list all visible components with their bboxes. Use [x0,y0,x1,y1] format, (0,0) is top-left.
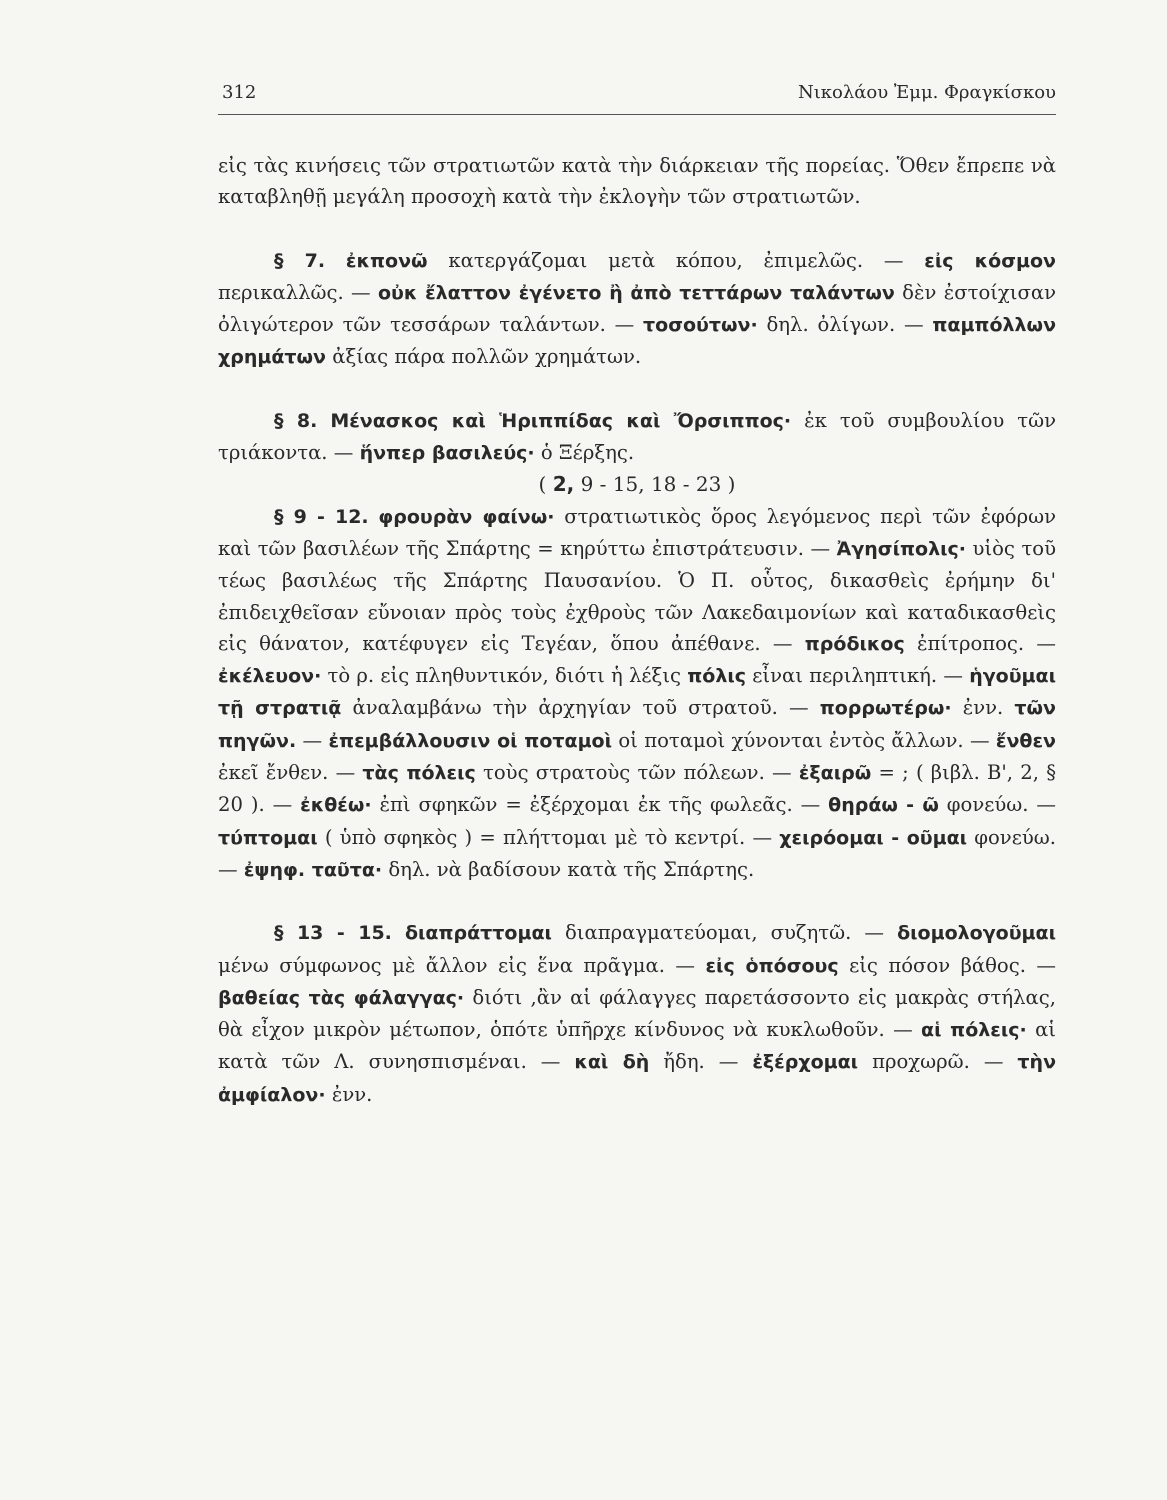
lemma: διομολογοῦμαι [897,922,1056,945]
gloss: ἀναλαμβάνω τὴν ἀρχηγίαν τοῦ στρατοῦ. — [341,696,820,720]
lemma: ἥνπερ βασιλεύς· [359,442,535,465]
heading-book: 2, [552,472,575,497]
lemma: αἱ πόλεις· [921,1019,1027,1042]
gloss: ἐνν. [951,696,1015,720]
gloss: υἱὸς τοῦ τέως βασιλέως τῆς Σπάρτης Παυσανίου. Ὁ Π. οὗτος, δικασθεὶς ἐρήμην δι' ἐπιδειχθεῖσαν εὔνοιαν πρὸς τοὺς ἐχθροὺς τῶν Λακεδαιμονίων καὶ καταδικασθεὶς εἰς θάνατον, κατέφυγεν εἰς Τεγέαν, ὅπου ἀπέθανε. — [218,536,1056,655]
gloss: τοὺς στρατοὺς τῶν πόλεων. — [475,761,799,785]
gloss: ἐπίτροπος. — [904,631,1057,655]
gloss: αἱ κατὰ τῶν Λ. συνησπισμέναι. — [218,1018,1056,1074]
running-head-author: Νικολάου Ἐμμ. Φραγκίσκου [797,82,1056,103]
heading-open: ( [538,472,553,497]
lemma: Μένασκος καὶ Ἡριππίδας καὶ Ὄρσιππος· [330,409,792,432]
gloss: εἶναι περιληπτική. — [746,664,970,688]
commentary-text [218,150,1056,1111]
gloss: εἰς πόσον βάθος. — [838,953,1056,977]
lemma: ἐξαιρῶ [798,762,872,785]
gloss: τὸ ρ. εἰς πληθυντικόν, διότι ἡ λέξις [321,664,688,688]
gloss: μένω σύμφωνος μὲ ἄλλον εἰς ἕνα πρᾶγμα. — [218,953,706,977]
gloss: κατεργάζομαι μετὰ κόπου, ἐπιμελῶς. — [427,248,925,272]
page-number: 312 [222,82,257,103]
lemma: ἐξέρχομαι [752,1051,859,1074]
running-header [218,80,1056,115]
section-heading [218,469,1056,500]
gloss: διαπραγματεύομαι, συζητῶ. — [551,921,898,945]
gloss: ( ὑπὸ σφηκὸς ) = πλήττομαι μὲ τὸ κεντρί. — [317,825,780,849]
section-mark: § 13 - 15. [274,922,392,945]
paragraph-continuation: εἰς τὰς κινήσεις τῶν στρατιωτῶν κατὰ τὴν διάρκειαν τῆς πορείας. Ὅθεν ἔπρεπε νὰ καταβληθῇ μεγάλη προσοχὴ κατὰ τὴν ἐκλογὴν τῶν στρατιωτῶν. [218,154,1056,209]
lemma: εἰς ὁπόσους [705,954,839,977]
gloss: διότι ,ἂν αἱ φάλαγγες παρετάσσοντο εἰς μακρὰς στήλας, θὰ εἶχον μικρὸν μέτωπον, ὁπότε ὑπῆρχε κίνδυνος νὰ κυκλωθοῦν. — [218,985,1056,1042]
gloss: = ; ( βιβλ. Β', 2, § 20 ). — [218,761,1056,817]
gloss: φονεύω. — [218,825,1056,881]
paragraph-section-7 [218,245,1056,374]
gloss: δηλ. νὰ βαδίσουν κατὰ τῆς Σπάρτης. [382,857,755,881]
section-mark: § 8. [274,409,318,432]
lemma: τοσούτων· [643,314,758,337]
gloss: ὁ Ξέρξης. [534,441,635,465]
lemma: εἰς κόσμον [924,249,1056,272]
heading-range: 9 - 15, 18 - 23 ) [574,472,736,497]
lemma: θηράω - ῶ [828,794,939,817]
lemma: χειρόομαι - οῦμαι [779,826,968,849]
gloss: περικαλλῶς. — [218,280,378,304]
gloss: ἐνν. [325,1082,373,1106]
gloss: δηλ. ὀλίγων. — [757,313,933,337]
lemma: τύπτομαι [218,826,318,849]
lemma: πρόδικος [804,632,905,655]
lemma: ἐκέλευον· [218,665,322,688]
gloss: οἱ ποταμοὶ χύνονται ἐντὸς ἄλλων. — [612,728,996,752]
lemma: πορρωτέρω· [819,697,952,720]
paragraph-section-8 [218,405,1056,470]
gloss: ἐκεῖ ἔνθεν. — [218,761,363,785]
lemma: τὰς πόλεις [362,762,476,785]
gloss: φονεύω. — [938,793,1056,817]
section-mark: § 7. [274,249,326,272]
gloss: ἐπὶ σφηκῶν = ἐξέρχομαι ἐκ τῆς φωλεᾶς. — [371,793,829,817]
paragraph-section-9-12 [218,501,1056,887]
lemma: ἐκπονῶ [345,249,428,272]
lemma: ἐκθέω· [300,794,372,817]
lemma: τὴν ἀμφίαλον· [218,1051,1057,1106]
lemma: βαθείας τὰς φάλαγγας· [218,986,465,1009]
gloss: ἀξίας πάρα πολλῶν χρημάτων. [326,345,642,369]
section-mark: § 9 - 12. [274,505,369,528]
lemma: ἡγοῦμαι τῇ στρατιᾷ [218,665,1056,720]
lemma: οὐκ ἔλαττον ἐγένετο ἢ ἀπὸ τεττάρων ταλάντων [377,281,895,304]
gloss: στρατιωτικὸς ὅρος λεγόμενος περὶ τῶν ἐφόρων καὶ τῶν βασιλέων τῆς Σπάρτης = κηρύττω ἐπιστράτευσιν. — [218,504,1057,560]
lemma: ἐψηφ. ταῦτα· [243,858,383,881]
gloss: προχωρῶ. — [858,1050,1018,1074]
lemma: πόλις [687,665,747,688]
lemma: Ἀγησίπολις· [836,537,966,560]
lemma: τῶν πηγῶν. [218,697,1056,752]
lemma: καὶ δὴ [574,1051,650,1074]
lemma: διαπράττομαι [404,922,552,945]
lemma: ἐπεμβάλλουσιν οἱ ποταμοὶ [328,729,613,752]
lemma: ἔνθεν [995,729,1056,752]
lemma: παμπόλλων χρημάτων [218,314,1057,369]
gloss: δὲν ἐστοίχισαν ὀλιγώτερον τῶν τεσσάρων ταλάντων. — [218,280,1057,337]
gloss: ἐκ τοῦ συμβουλίου τῶν τριάκοντα. — [218,408,1056,465]
lemma: φρουρὰν φαίνω· [378,505,555,528]
paragraph-section-13-15 [218,917,1056,1111]
gloss: — [296,728,329,752]
gloss: ἤδη. — [649,1050,753,1074]
